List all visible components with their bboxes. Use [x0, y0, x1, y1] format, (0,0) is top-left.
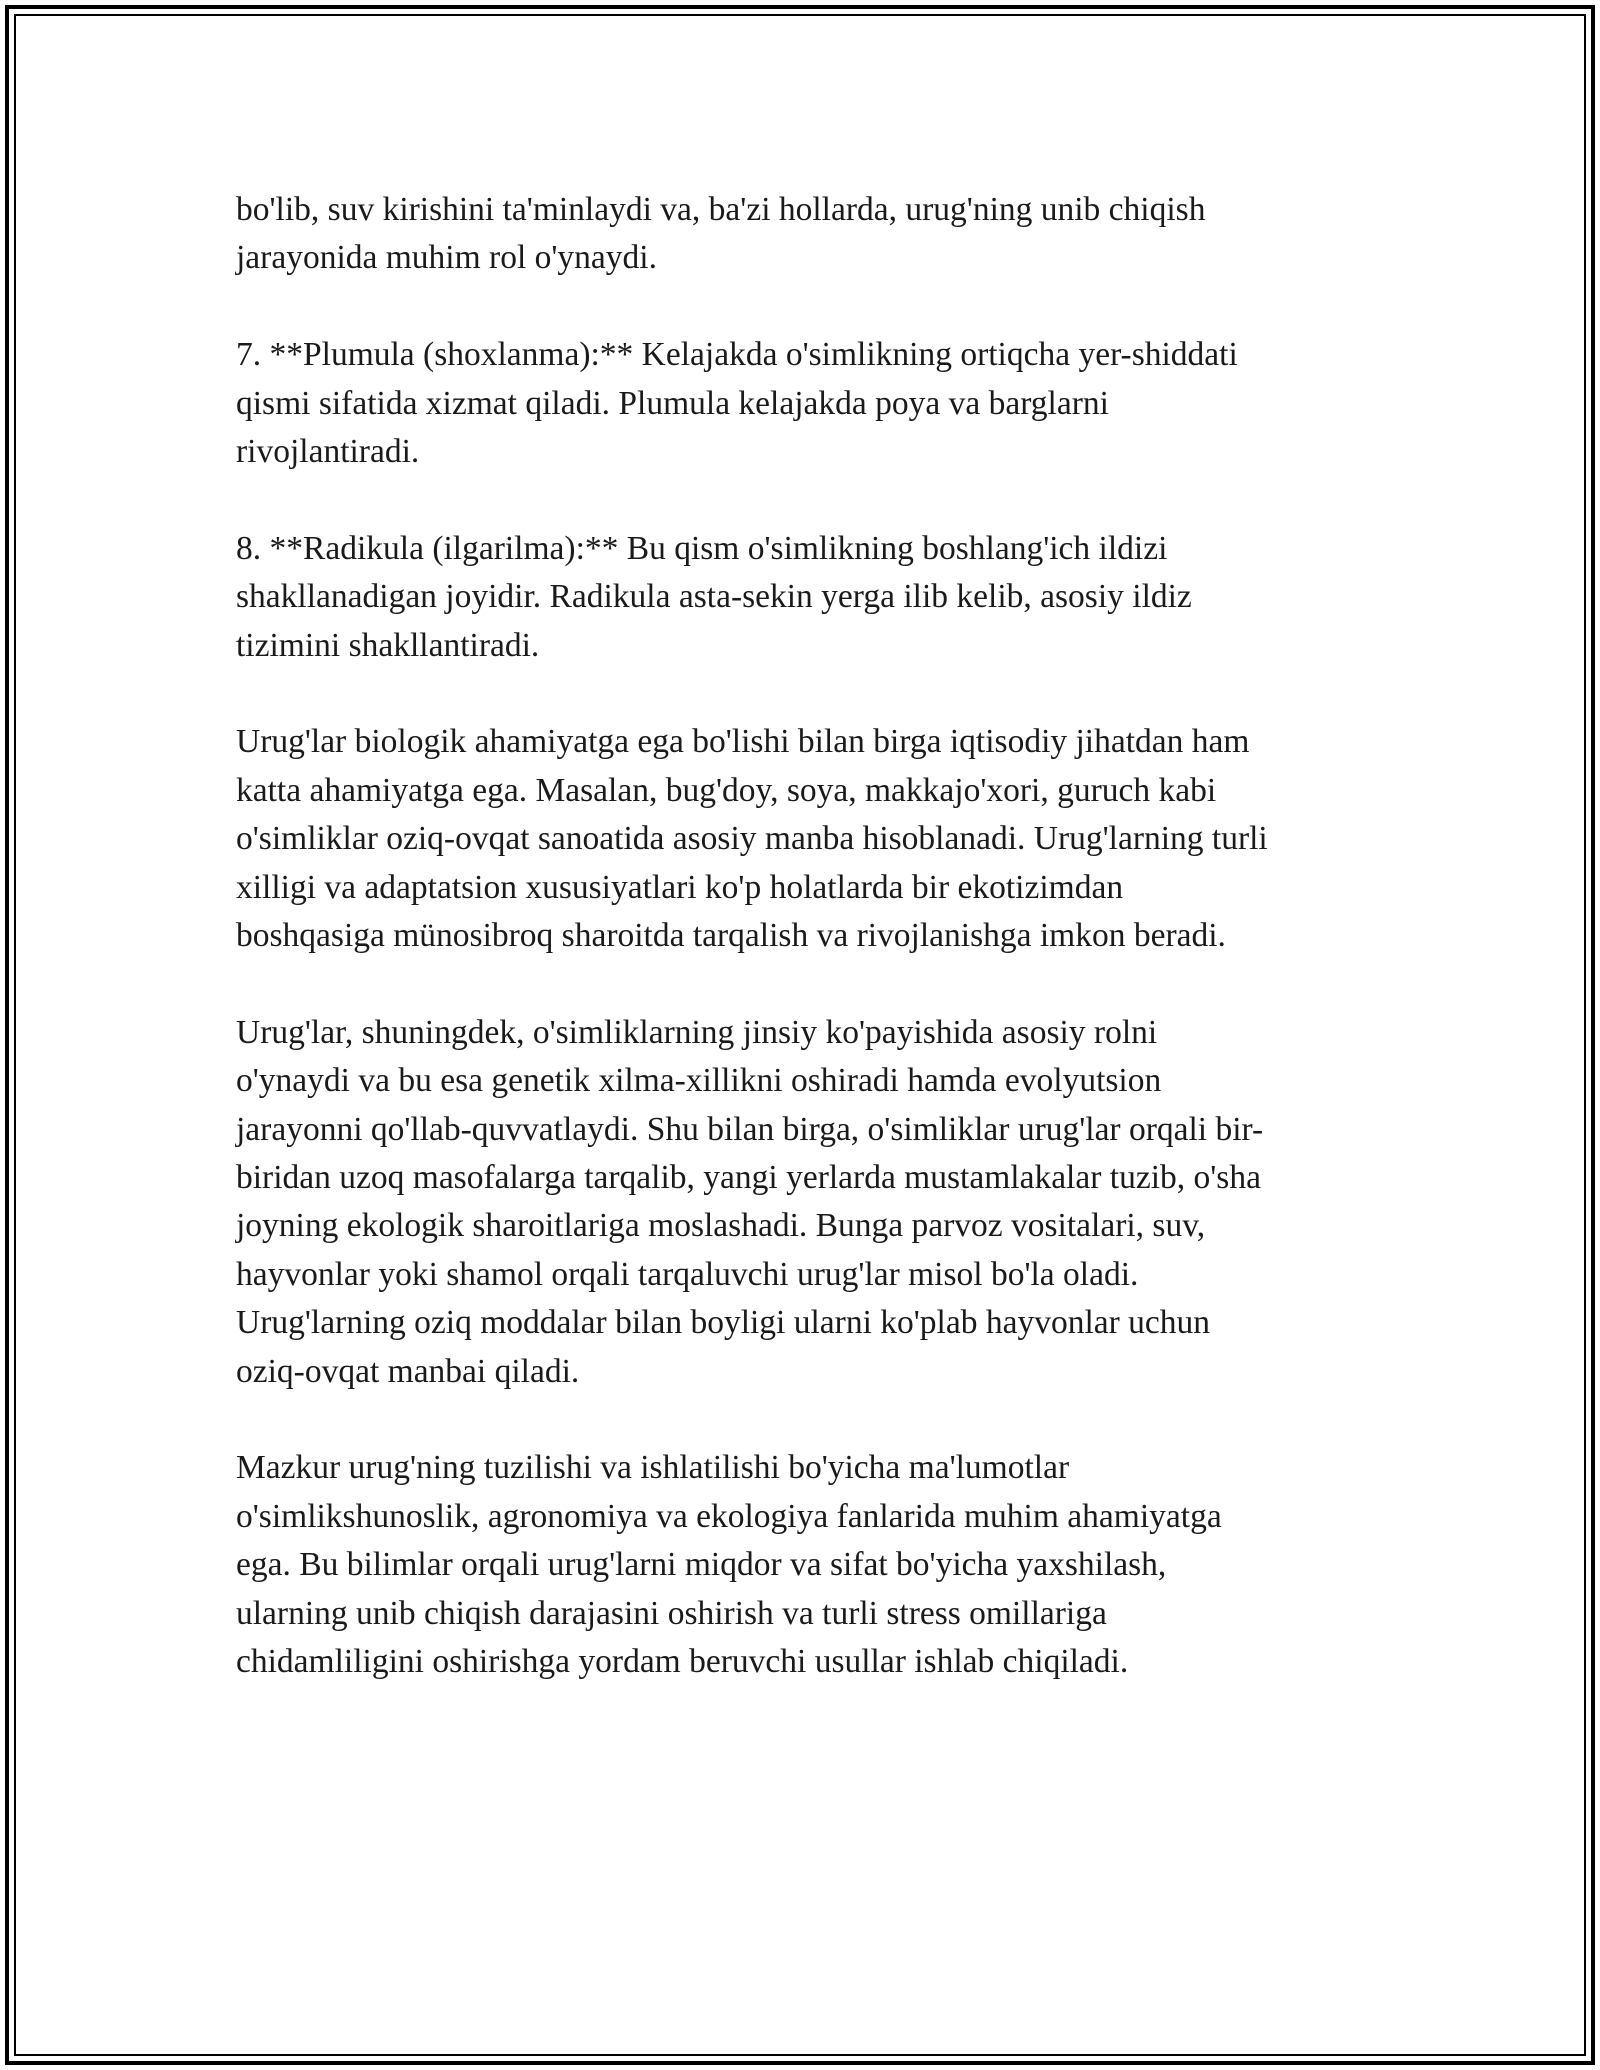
text-line: hayvonlar yoki shamol orqali tarqaluvchi urug'lar misol bo'la oladi.: [236, 1255, 1139, 1293]
text-line: joyning ekologik sharoitlariga moslashadi. Bunga parvoz vositalari, suv,: [236, 1207, 1206, 1245]
text-line: 8. **Radikula (ilgarilma):** Bu qism o'simlikning boshlang'ich ildizi: [236, 529, 1168, 567]
text-line: o'ynaydi va bu esa genetik xilma-xillikni oshiradi hamda evolyutsion: [236, 1062, 1162, 1100]
text-line: jarayonni qo'llab-quvvatlaydi. Shu bilan birga, o'simliklar urug'lar orqali bir-: [236, 1110, 1264, 1148]
text-line: katta ahamiyatga ega. Masalan, bug'doy, soya, makkajo'xori, guruch kabi: [236, 771, 1217, 809]
text-line: chidamliligini oshirishga yordam beruvchi usullar ishlab chiqiladi.: [236, 1643, 1129, 1681]
text-line: o'simliklar oziq-ovqat sanoatida asosiy manba hisoblanadi. Urug'larning turli: [236, 820, 1268, 858]
text-line: Urug'larning oziq moddalar bilan boyligi ularni ko'plab hayvonlar uchun: [236, 1304, 1211, 1342]
paragraph-conclusion: [236, 1444, 1376, 1686]
paragraph-economic-importance: [236, 718, 1376, 960]
text-line: ega. Bu bilimlar orqali urug'larni miqdor va sifat bo'yicha yaxshilash,: [236, 1546, 1167, 1584]
text-line: Urug'lar, shuningdek, o'simliklarning jinsiy ko'payishida asosiy rolni: [236, 1013, 1158, 1051]
text-line: oziq-ovqat manbai qiladi.: [236, 1352, 580, 1390]
document-body: [236, 186, 1376, 1687]
text-line: rivojlantiradi.: [236, 433, 420, 471]
paragraph-radikula: [236, 525, 1376, 670]
paragraph-plumula: [236, 331, 1376, 476]
text-line: tizimini shakllantiradi.: [236, 626, 540, 664]
text-line: bo'lib, suv kirishini ta'minlaydi va, ba'zi hollarda, urug'ning unib chiqish: [236, 191, 1206, 228]
text-line: ularning unib chiqish darajasini oshirish va turli stress omillariga: [236, 1594, 1107, 1632]
text-line: shakllanadigan joyidir. Radikula asta-sekin yerga ilib kelib, asosiy ildiz: [236, 578, 1192, 616]
text-line: o'simlikshunoslik, agronomiya va ekologiya fanlarida muhim ahamiyatga: [236, 1497, 1222, 1535]
text-line: biridan uzoq masofalarga tarqalib, yangi yerlarda mustamlakalar tuzib, o'sha: [236, 1159, 1261, 1197]
paragraph-seed-coat-continuation: [236, 186, 1376, 283]
text-line: 7. **Plumula (shoxlanma):** Kelajakda o'simlikning ortiqcha yer-shiddati: [236, 336, 1238, 374]
text-line: qismi sifatida xizmat qiladi. Plumula kelajakda poya va barglarni: [236, 384, 1109, 422]
paragraph-reproduction: [236, 1009, 1376, 1396]
text-line: Urug'lar biologik ahamiyatga ega bo'lishi bilan birga iqtisodiy jihatdan ham: [236, 723, 1250, 761]
text-line: jarayonida muhim rol o'ynaydi.: [236, 239, 657, 277]
text-line: Mazkur urug'ning tuzilishi va ishlatilishi bo'yicha ma'lumotlar: [236, 1449, 1070, 1487]
text-line: xilligi va adaptatsion xususiyatlari ko'p holatlarda bir ekotizimdan: [236, 868, 1124, 906]
text-line: boshqasiga münosibroq sharoitda tarqalish va rivojlanishga imkon beradi.: [236, 917, 1226, 955]
